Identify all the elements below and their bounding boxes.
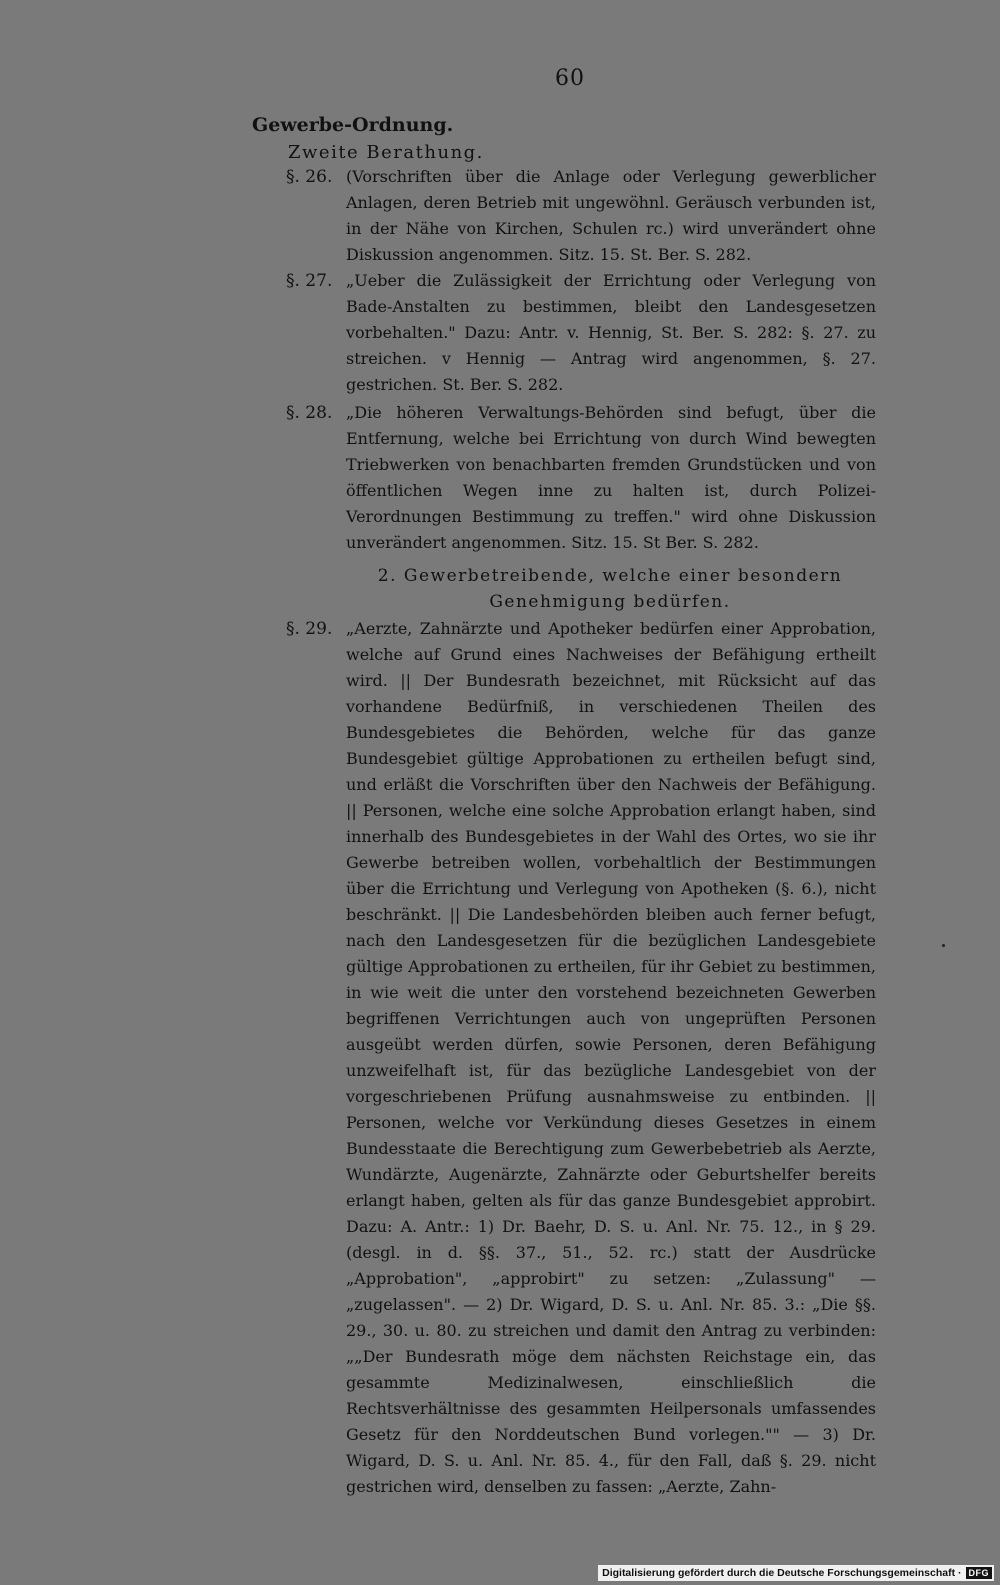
digitization-footer xyxy=(598,1565,994,1581)
paragraph-28 xyxy=(286,400,886,556)
subsection-heading: 2. Gewerbetreibende, welche einer besondern Genehmigung bedürfen. xyxy=(377,566,843,612)
paragraph-number: §. 28. xyxy=(286,403,333,423)
paragraph-27 xyxy=(286,268,886,398)
section-title: Gewerbe-Ordnung. xyxy=(252,114,454,136)
footer-text: Digitalisierung gefördert durch die Deutsche Forschungsgemeinschaft · xyxy=(602,1567,962,1579)
paragraph-text: „Ueber die Zulässigkeit der Errichtung oder Verlegung von Bade-Anstalten zu bestimmen, bleibt den Landesgesetzen vorbehalten." Dazu: Antr. v. Hennig, St. Ber. S. 282: §. 27. zu streichen. v Hennig — Antrag wird angenommen, §. 27. gestrichen. St. Ber. S. 282. xyxy=(346,271,876,394)
paragraph-number: §. 29. xyxy=(286,619,333,639)
paragraph-26 xyxy=(286,164,886,268)
paragraph-text: „Die höheren Verwaltungs-Behörden sind befugt, über die Entfernung, welche bei Errichtung von durch Wind bewegten Triebwerken von benachbarten fremden Grundstücken und von öffentlichen Wegen inne zu halten ist, durch Polizei-Verordnungen Bestimmung zu treffen." wird ohne Diskussion unverändert angenommen. Sitz. 15. St Ber. S. 282. xyxy=(346,403,876,552)
paragraph-text: (Vorschriften über die Anlage oder Verlegung gewerblicher Anlagen, deren Betrieb mit ungewöhnl. Geräusch verbunden ist, in der Nähe von Kirchen, Schulen rc.) wird unverändert ohne Diskussion angenommen. Sitz. 15. St. Ber. S. 282. xyxy=(346,167,876,264)
dfg-logo: DFG xyxy=(966,1567,993,1579)
page-number: 60 xyxy=(555,66,585,91)
paragraph-number: §. 26. xyxy=(286,167,333,187)
paragraph-number: §. 27. xyxy=(286,271,333,291)
subtitle: Zweite Berathung. xyxy=(288,142,484,163)
paragraph-29 xyxy=(286,616,886,1500)
margin-mark xyxy=(942,944,945,947)
paragraph-text: „Aerzte, Zahnärzte und Apotheker bedürfen einer Approbation, welche auf Grund eines Nachweises der Befähigung ertheilt wird. || Der Bundesrath bezeichnet, mit Rücksicht auf das vorhandene Bedürfniß, in verschiedenen Theilen des Bundesgebietes die Behörden, welche für das ganze Bundesgebiet gültige Approbationen zu ertheilen befugt sind, und erläßt die Vorschriften über den Nachweis der Befähigung. || Personen, welche eine solche Approbation erlangt haben, sind innerhalb des Bundesgebietes in der Wahl des Ortes, wo sie ihr Gewerbe betreiben wollen, vorbehaltlich der Bestimmungen über die Errichtung und Verlegung von Apotheken (§. 6.), nicht beschränkt. || Die Landesbehörden bleiben auch ferner befugt, nach den Landesgesetzen für die bezüglichen Landesgebiete gültige Approbationen zu ertheilen, für ihr Gebiet zu bestimmen, in wie weit die unter den vorstehend bezeichneten Gewerben begriffenen Verrichtungen auch von ungeprüften Personen ausgeübt werden dürfen, sowie Personen, deren Befähigung unzweifelhaft ist, für das bezügliche Landesgebiet von der vorgeschriebenen Prüfung ausnahmsweise zu entbinden. || Personen, welche vor Verkündung dieses Gesetzes in einem Bundesstaate die Berechtigung zum Gewerbebetrieb als Aerzte, Wundärzte, Augenärzte, Zahnärzte oder Geburtshelfer bereits erlangt haben, gelten als für das ganze Bundesgebiet approbirt. Dazu: A. Antr.: 1) Dr. Baehr, D. S. u. Anl. Nr. 75. 12., in § 29. (desgl. in d. §§. 37., 51., 52. rc.) statt der Ausdrücke „Approbation", „approbirt" zu setzen: „Zulassung" — „zugelassen". — 2) Dr. Wigard, D. S. u. Anl. Nr. 85. 3.: „Die §§. 29., 30. u. 80. zu streichen und damit den Antrag zu verbinden: „„Der Bundesrath möge dem nächsten Reichstage ein, das gesammte Medizinalwesen, einschließlich die Rechtsverhältnisse des gesammten Heilpersonals umfassendes Gesetz für den Norddeutschen Bund vorlegen."" — 3) Dr. Wigard, D. S. u. Anl. Nr. 85. 4., für den Fall, daß §. 29. nicht gestrichen wird, denselben zu fassen: „Aerzte, Zahn- xyxy=(346,619,876,1496)
